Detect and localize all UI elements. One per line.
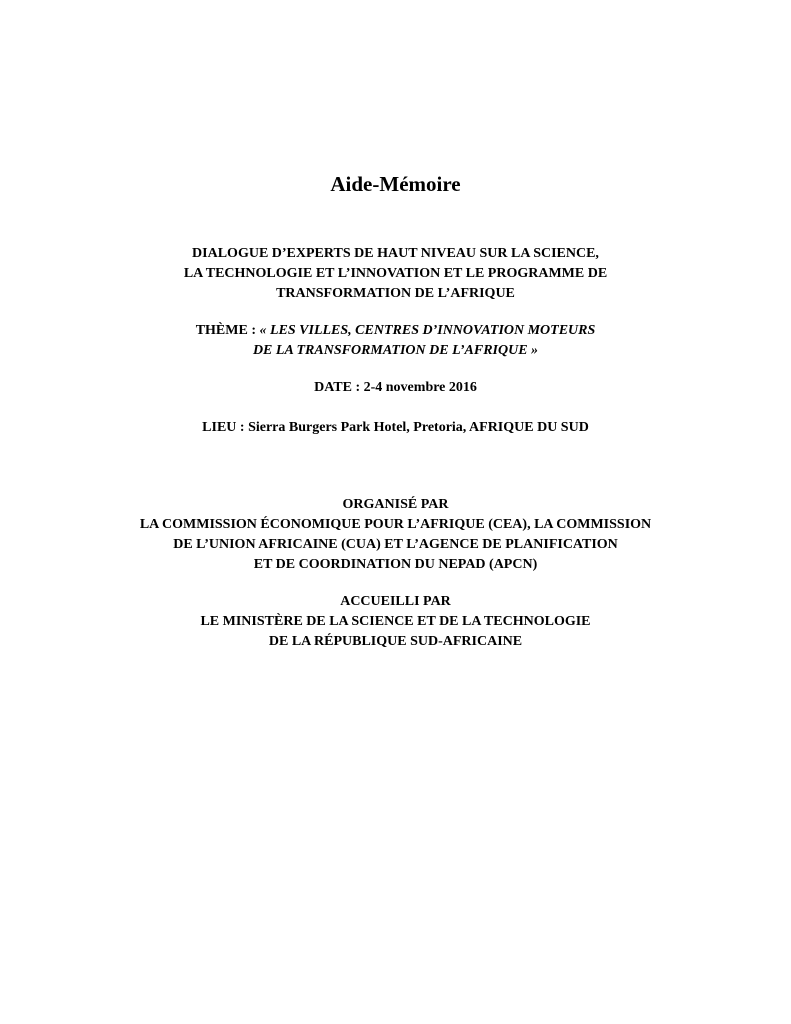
document-title: Aide-Mémoire xyxy=(330,172,461,196)
location-text: LIEU : Sierra Burgers Park Hotel, Pretoria, AFRIQUE DU SUD xyxy=(202,420,589,435)
dialogue-line: LA TECHNOLOGIE ET L’INNOVATION ET LE PROGRAMME DE xyxy=(183,266,608,281)
organizers-line: ET DE COORDINATION DU NEPAD (APCN) xyxy=(253,557,538,572)
theme-block xyxy=(0,321,791,361)
theme-line-2: DE LA TRANSFORMATION DE L’AFRIQUE » xyxy=(252,343,539,358)
event-date xyxy=(0,378,791,398)
organizers-block xyxy=(0,495,791,575)
host-line: LE MINISTÈRE DE LA SCIENCE ET DE LA TECHNOLOGIE xyxy=(200,614,591,629)
dialogue-heading xyxy=(0,244,791,304)
theme-text: « LES VILLES, CENTRES D’INNOVATION MOTEURS xyxy=(259,323,596,338)
host-line: DE LA RÉPUBLIQUE SUD-AFRICAINE xyxy=(268,634,523,649)
organizers-line: LA COMMISSION ÉCONOMIQUE POUR L’AFRIQUE (CEA), LA COMMISSION xyxy=(139,517,652,532)
event-location xyxy=(0,418,791,438)
organizers-line: DE L’UNION AFRICAINE (CUA) ET L’AGENCE DE PLANIFICATION xyxy=(173,537,618,552)
theme-line-1 xyxy=(0,321,791,341)
dialogue-line: TRANSFORMATION DE L’AFRIQUE xyxy=(276,286,515,301)
theme-label: THÈME : xyxy=(195,323,260,338)
host-heading: ACCUEILLI PAR xyxy=(340,594,451,609)
dialogue-line: DIALOGUE D’EXPERTS DE HAUT NIVEAU SUR LA SCIENCE, xyxy=(192,246,599,261)
date-text: DATE : 2-4 novembre 2016 xyxy=(314,380,477,395)
organizers-heading: ORGANISÉ PAR xyxy=(342,497,449,512)
host-block xyxy=(0,592,791,652)
